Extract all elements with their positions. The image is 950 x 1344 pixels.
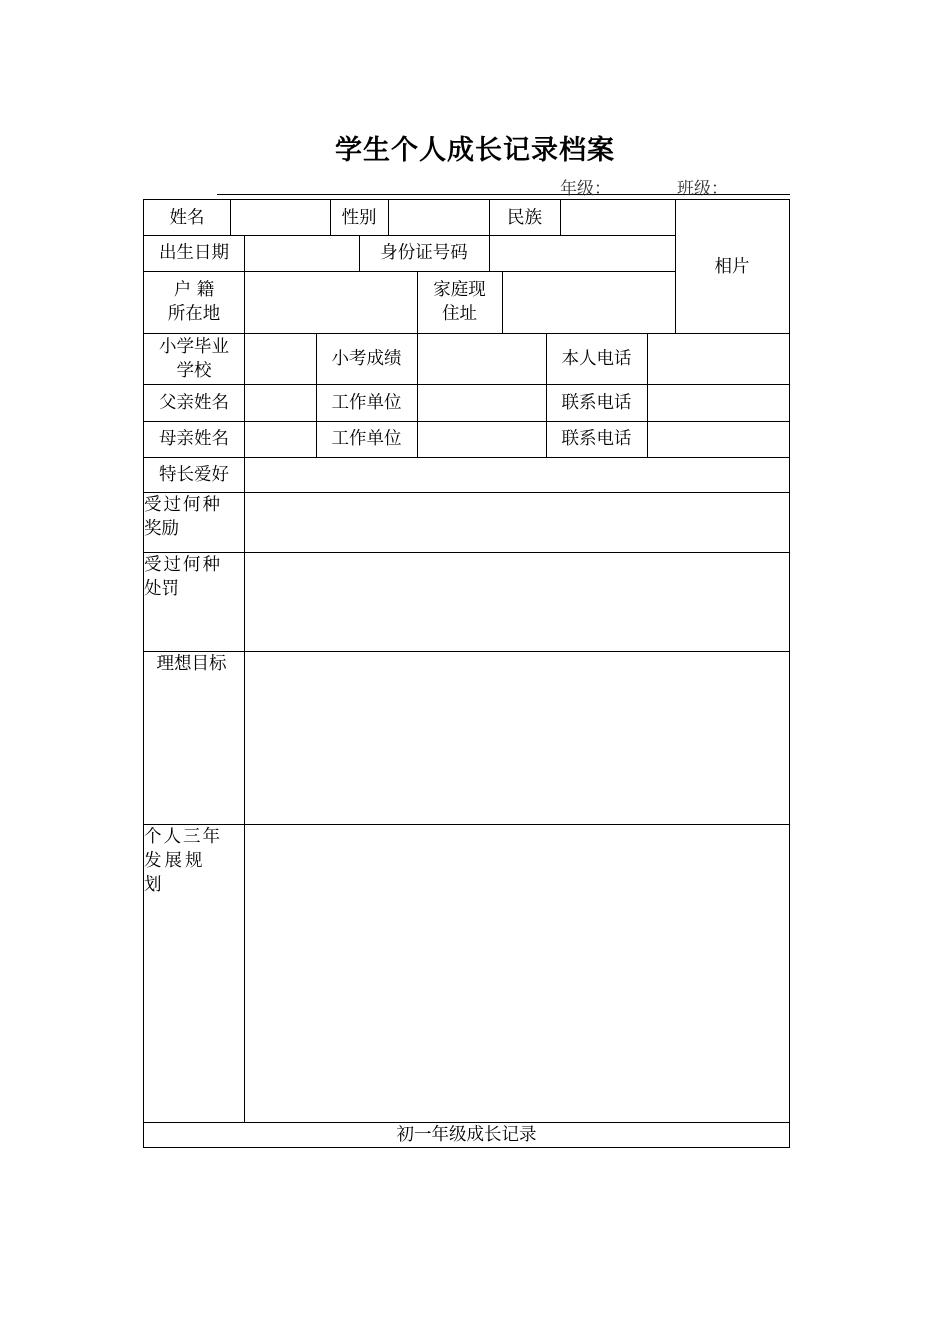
primary-school-field[interactable] xyxy=(244,333,316,384)
address-label-line1: 家庭现 xyxy=(433,280,486,300)
gender-label: 性别 xyxy=(341,207,377,228)
plan-label-line2: 发展规 xyxy=(144,851,206,871)
birthdate-label: 出生日期 xyxy=(159,243,229,263)
page-title: 学生个人成长记录档案 xyxy=(335,135,615,166)
mother-phone-label: 联系电话 xyxy=(561,429,632,449)
punishment-field[interactable] xyxy=(244,552,789,651)
household-field[interactable] xyxy=(244,271,417,333)
father-work-field[interactable] xyxy=(417,384,546,421)
father-work-label: 工作单位 xyxy=(331,392,402,413)
father-name-label: 父亲姓名 xyxy=(159,392,229,413)
punishment-label xyxy=(144,552,244,651)
goal-field[interactable] xyxy=(244,651,789,824)
name-label: 姓名 xyxy=(169,207,205,228)
primary-school-label xyxy=(144,333,244,384)
father-phone-label: 联系电话 xyxy=(561,392,632,413)
father-name-field[interactable] xyxy=(244,384,316,421)
goal-label: 理想目标 xyxy=(156,654,227,674)
record-form-table xyxy=(143,199,790,1148)
household-label xyxy=(144,271,244,333)
ethnicity-field[interactable] xyxy=(560,200,675,235)
footer-section-title: 初一年级成长记录 xyxy=(396,1124,537,1145)
class-label: 班级： xyxy=(677,179,728,199)
primary-school-label-line1: 小学毕业 xyxy=(159,336,229,357)
awards-label-line1: 受过何种 xyxy=(144,495,222,515)
id-number-label: 身份证号码 xyxy=(380,243,468,263)
hobbies-field[interactable] xyxy=(244,457,789,492)
hobbies-label: 特长爱好 xyxy=(159,464,229,485)
punishment-label-line2: 处罚 xyxy=(144,579,179,599)
birthdate-field[interactable] xyxy=(244,235,359,271)
mother-name-label: 母亲姓名 xyxy=(159,429,229,449)
grade-label: 年级： xyxy=(560,179,611,199)
mother-name-field[interactable] xyxy=(244,421,316,457)
address-field[interactable] xyxy=(502,271,675,333)
photo-box: 相片 xyxy=(714,256,750,277)
plan-label-line3: 划 xyxy=(144,875,162,895)
household-label-line2: 所在地 xyxy=(167,304,221,324)
id-number-field[interactable] xyxy=(489,235,675,271)
exam-score-field[interactable] xyxy=(417,333,546,384)
address-label xyxy=(417,271,502,333)
awards-label xyxy=(144,492,244,552)
own-phone-field[interactable] xyxy=(647,333,789,384)
name-field[interactable] xyxy=(230,200,330,235)
awards-label-line2: 奖励 xyxy=(144,519,179,539)
mother-work-label: 工作单位 xyxy=(331,429,402,449)
punishment-label-line1: 受过何种 xyxy=(144,555,222,575)
household-label-line1: 户 籍 xyxy=(173,280,215,300)
awards-field[interactable] xyxy=(244,492,789,552)
mother-work-field[interactable] xyxy=(417,421,546,457)
mother-phone-field[interactable] xyxy=(647,421,789,457)
own-phone-label: 本人电话 xyxy=(561,348,632,369)
plan-field[interactable] xyxy=(244,824,789,1122)
primary-school-label-line2: 学校 xyxy=(176,360,212,381)
exam-score-label: 小考成绩 xyxy=(331,348,402,369)
ethnicity-label: 民族 xyxy=(507,207,542,228)
gender-field[interactable] xyxy=(388,200,489,235)
address-label-line2: 住址 xyxy=(442,304,477,324)
plan-label-line1: 个人三年 xyxy=(144,827,222,847)
father-phone-field[interactable] xyxy=(647,384,789,421)
plan-label xyxy=(144,824,244,1122)
